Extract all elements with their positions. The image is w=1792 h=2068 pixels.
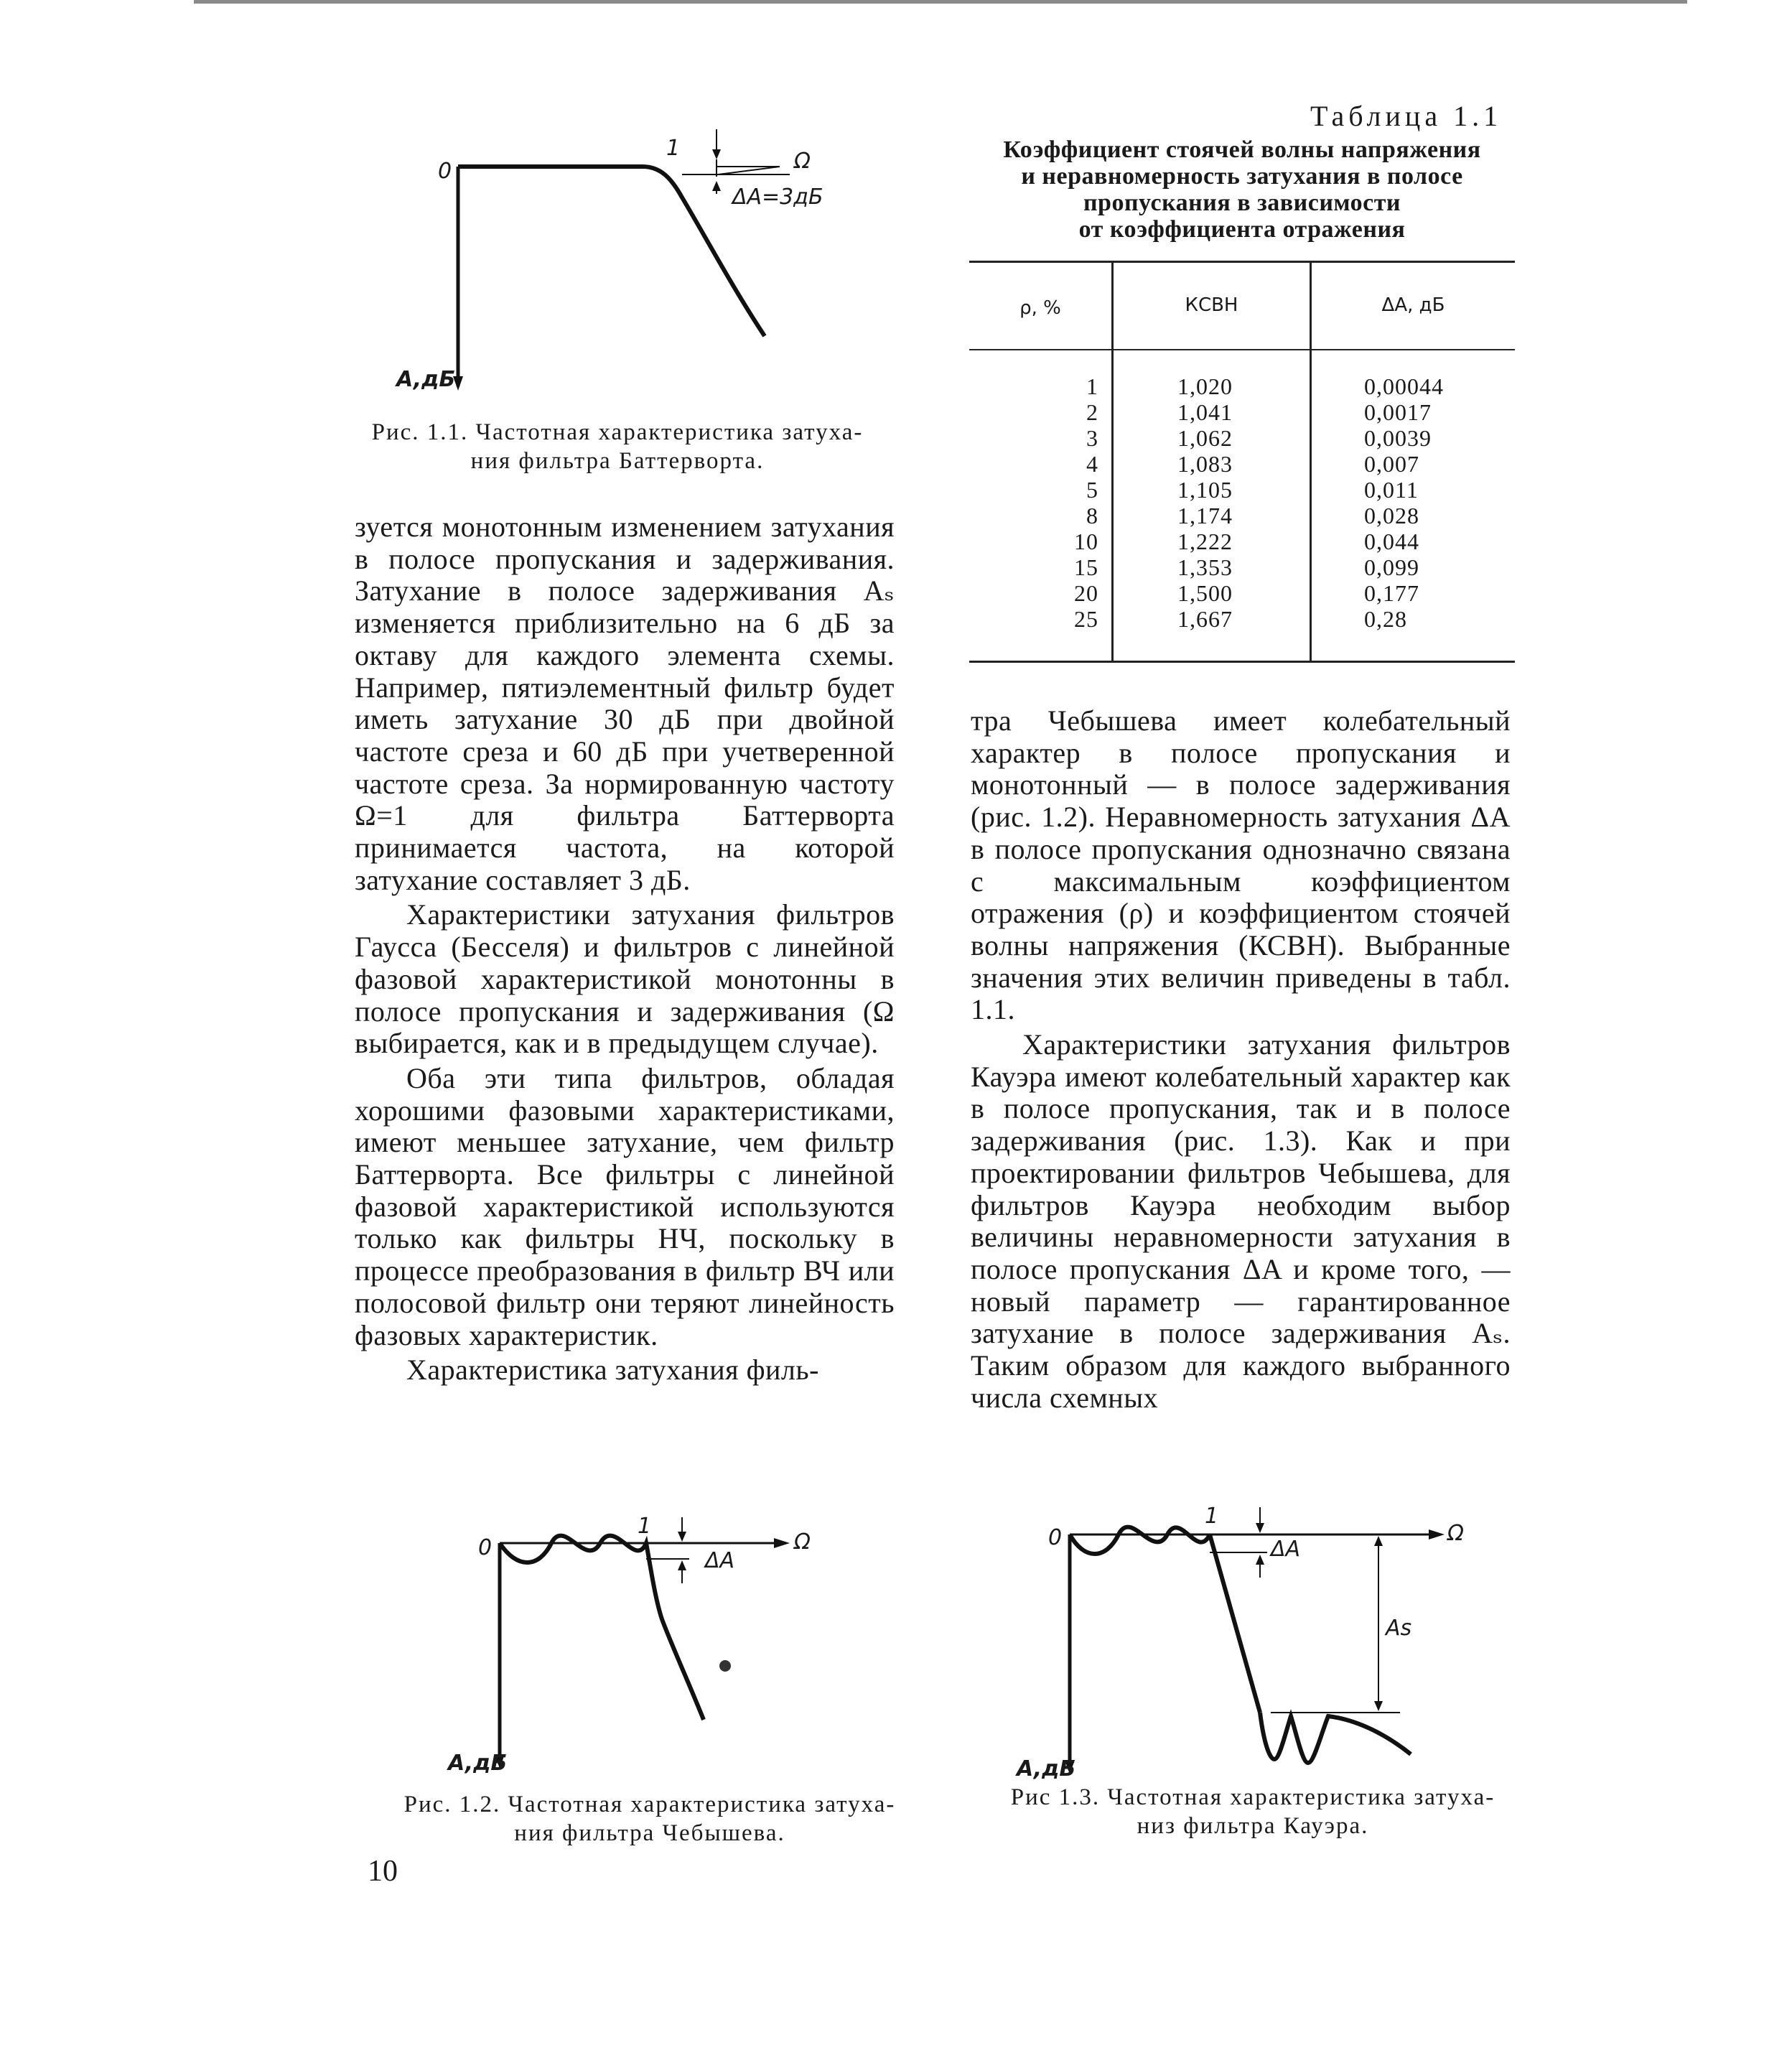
- origin-label: 0: [1048, 1525, 1063, 1550]
- table-cell: 4: [1086, 451, 1098, 477]
- table-title-line: Коэффициент стоячей волны напряжения: [1003, 136, 1481, 163]
- figure-1-1-caption: [330, 418, 905, 475]
- as-label: As: [1386, 1616, 1412, 1641]
- caption-line: Рис 1.3. Частотная характеристика затуха-: [1010, 1784, 1495, 1810]
- cauer-plot: [1027, 1497, 1493, 1784]
- chebyshev-plot: [474, 1512, 847, 1777]
- table-header-delta-a: ΔA, дБ: [1381, 294, 1445, 316]
- table-cell: 25: [1074, 606, 1098, 632]
- origin-label: 0: [478, 1535, 493, 1560]
- table-cell: 1,083: [1177, 451, 1233, 477]
- table-cell: 10: [1074, 528, 1098, 554]
- table-column-rho: [1027, 373, 1098, 632]
- figure-1-3: [1017, 1497, 1493, 1784]
- one-label: 1: [666, 136, 681, 161]
- page-edge: [194, 0, 1687, 4]
- table-cell: 1,667: [1177, 606, 1233, 632]
- y-axis-label: A,дБ: [396, 367, 456, 392]
- caption-line: низ фильтра Кауэра.: [1137, 1813, 1369, 1839]
- table-title-line: пропускания в зависимости: [1083, 190, 1401, 216]
- table-cell: 5: [1086, 477, 1098, 503]
- butterworth-plot: [388, 122, 847, 402]
- table-column-divider: [1111, 263, 1114, 661]
- table-cell: 20: [1074, 580, 1098, 606]
- table-title: [962, 136, 1522, 243]
- right-text-column: [971, 705, 1511, 1414]
- caption-line: Рис. 1.1. Частотная характеристика затуха-: [371, 419, 864, 445]
- table-cell: 0,044: [1364, 528, 1419, 554]
- table-cell: 1,105: [1177, 477, 1233, 503]
- omega-label: Ω: [794, 149, 811, 174]
- paragraph: зуется монотонным изменением затухания в полосе пропускания и задерживания. Затухание в полосе задерживания Aₛ изменяется приблизительно на 6 дБ за октаву для каждого элемента схемы. Например, пятиэлементный фильтр будет иметь затухание 30 дБ при двойной частоте среза и 60 дБ при учетверенной частоте среза. За нормированную частоту Ω=1 для фильтра Баттерворта принимается частота, на которой затухание составляет 3 дБ.: [355, 511, 895, 896]
- table-label: Таблица 1.1: [1310, 100, 1503, 132]
- paragraph: Характеристики затухания фильтров Кауэра имеют колебательный характер как в полосе пропускания, так и в полосе задерживания (рис. 1.3). Как и при проектировании фильтров Чебышева, для фильтров Кауэра необходим выбор величины неравномерности затухания в полосе пропускания ΔA и кроме того, — новый параметр — гарантированное затухание в полосе задерживания Aₛ. Таким образом для каждого выбранного числа схемных: [971, 1028, 1511, 1414]
- table-cell: 0,099: [1364, 554, 1419, 580]
- delta-a-label: ΔA: [1271, 1537, 1301, 1562]
- table-cell: 0,177: [1364, 580, 1419, 606]
- table-column-delta-a: [1364, 373, 1444, 632]
- table-cell: 1,353: [1177, 554, 1233, 580]
- table-bottom-rule: [969, 661, 1515, 663]
- table-cell: 0,028: [1364, 503, 1419, 528]
- table-cell: 1: [1086, 373, 1098, 399]
- left-text-column: [355, 511, 895, 1387]
- caption-line: ния фильтра Баттерворта.: [470, 448, 765, 474]
- y-axis-label: A,дБ: [448, 1751, 508, 1776]
- table-title-line: и неравномерность затухания в полосе: [1021, 163, 1463, 190]
- table-cell: 3: [1086, 425, 1098, 451]
- caption-line: ния фильтра Чебышева.: [514, 1820, 785, 1846]
- figure-1-3-caption: [966, 1783, 1540, 1840]
- table-header-rho: ρ, %: [1019, 297, 1061, 319]
- table-cell: 0,28: [1364, 606, 1407, 632]
- table-cell: 0,0017: [1364, 399, 1432, 425]
- table-cell: 15: [1074, 554, 1098, 580]
- table-header-ksvn: КСВН: [1185, 294, 1238, 316]
- delta-a-label: ΔA=3дБ: [732, 185, 823, 210]
- one-label: 1: [1205, 1504, 1219, 1529]
- table-cell: 1,500: [1177, 580, 1233, 606]
- table-column-ksvn: [1177, 373, 1233, 632]
- table-cell: 0,007: [1364, 451, 1419, 477]
- table-cell: 2: [1086, 399, 1098, 425]
- paragraph: Характеристика затухания филь-: [406, 1354, 819, 1387]
- figure-1-1: [388, 122, 847, 402]
- table-title-line: от коэффициента отражения: [1078, 216, 1406, 243]
- one-label: 1: [638, 1514, 652, 1539]
- table-top-rule: [969, 261, 1515, 263]
- table-column-divider: [1310, 263, 1312, 661]
- y-axis-label: A,дБ: [1017, 1756, 1076, 1781]
- figure-1-2: [448, 1512, 847, 1777]
- paragraph: Характеристики затухания фильтров Гаусса (Бесселя) и фильтров с линейной фазовой характеристикой монотонны в полосе пропускания и задерживания (Ω выбирается, как и в предыдущем случае).: [355, 898, 895, 1060]
- table-header-rule: [969, 349, 1515, 350]
- table-cell: 1,174: [1177, 503, 1233, 528]
- paragraph: тра Чебышева имеет колебательный характер в полосе пропускания и монотонный — в полосе задерживания (рис. 1.2). Неравномерность затухания ΔA в полосе пропускания однозначно связана с максимальным коэффициентом отражения (ρ) и коэффициентом стоячей волны напряжения (КСВН). Выбранные значения этих величин приведены в табл. 1.1.: [971, 704, 1511, 1026]
- table-cell: 1,222: [1177, 528, 1233, 554]
- table-cell: 1,062: [1177, 425, 1233, 451]
- table-cell: 0,0039: [1364, 425, 1432, 451]
- table-cell: 1,020: [1177, 373, 1233, 399]
- omega-label: Ω: [1447, 1521, 1464, 1546]
- table-cell: 0,00044: [1364, 373, 1444, 399]
- paragraph: Оба эти типа фильтров, обладая хорошими фазовыми характеристиками, имеют меньшее затухание, чем фильтр Баттерворта. Все фильтры с линейной фазовой характеристикой используются только как фильтры НЧ, поскольку в процессе преобразования в фильтр ВЧ или полосовой фильтр они теряют линейность фазовых характеристик.: [355, 1061, 895, 1351]
- table-cell: 0,011: [1364, 477, 1419, 503]
- delta-a-label: ΔA: [705, 1548, 735, 1573]
- caption-line: Рис. 1.2. Частотная характеристика затуха-: [403, 1792, 896, 1817]
- origin-label: 0: [438, 159, 452, 184]
- figure-1-2-caption: [363, 1790, 937, 1848]
- table-cell: 1,041: [1177, 399, 1233, 425]
- table-cell: 8: [1086, 503, 1098, 528]
- page-number: 10: [368, 1855, 398, 1888]
- omega-label: Ω: [794, 1529, 811, 1555]
